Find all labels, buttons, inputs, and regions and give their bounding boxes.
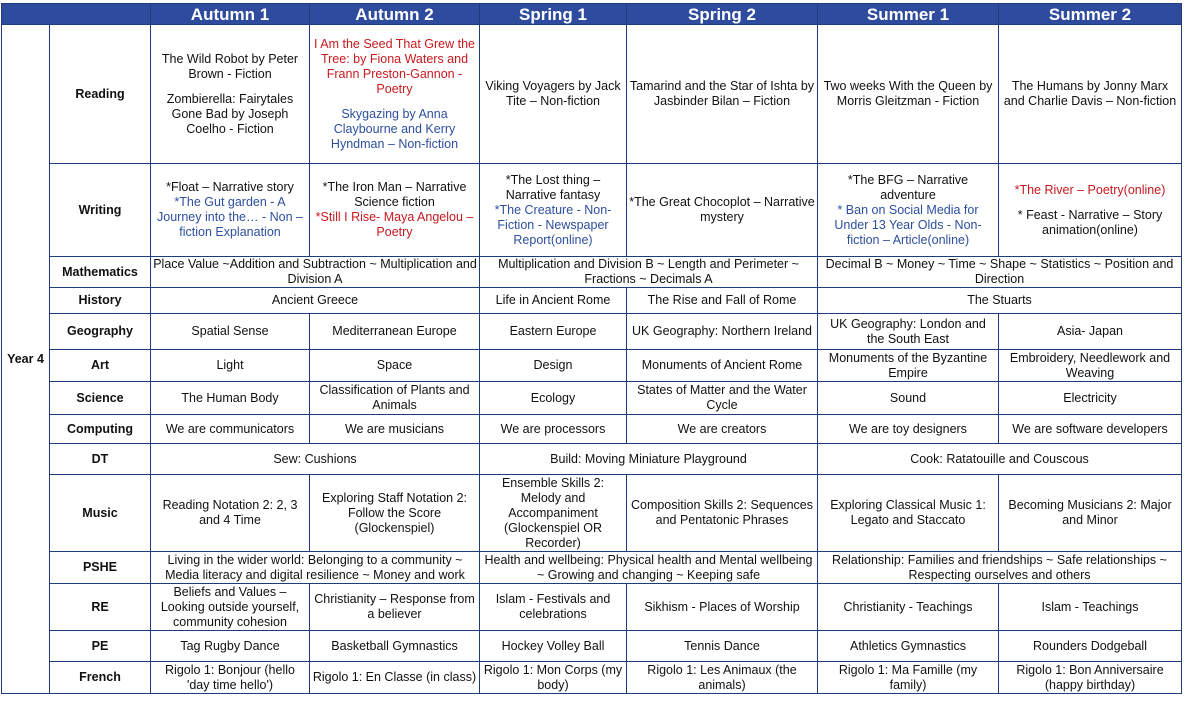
dt-summer: Cook: Ratatouille and Couscous: [818, 444, 1182, 475]
subject-geography: Geography: [50, 314, 151, 350]
geography-spring-2: UK Geography: Northern Ireland: [627, 314, 818, 350]
music-summer-2: Becoming Musicians 2: Major and Minor: [999, 475, 1182, 552]
row-history: [2, 288, 1182, 314]
reading-a2-book-2: Skygazing by Anna Claybourne and Kerry Hyndman – Non-fiction: [330, 106, 459, 151]
reading-summer-1: Two weeks With the Queen by Morris Gleitzman - Fiction: [818, 25, 999, 164]
computing-summer-2: We are software developers: [999, 415, 1182, 444]
science-spring-2: States of Matter and the Water Cycle: [627, 382, 818, 415]
science-summer-1: Sound: [818, 382, 999, 415]
french-summer-2: Rigolo 1: Bon Anniversaire (happy birthday): [999, 662, 1182, 694]
header-summer-1: Summer 1: [818, 4, 999, 25]
re-summer-2: Islam - Teachings: [999, 584, 1182, 631]
geography-summer-1: UK Geography: London and the South East: [818, 314, 999, 350]
re-spring-2: Sikhism - Places of Worship: [627, 584, 818, 631]
re-autumn-2: Christianity – Response from a believer: [310, 584, 480, 631]
geography-summer-2: Asia- Japan: [999, 314, 1182, 350]
header-blank: [2, 4, 151, 25]
subject-computing: Computing: [50, 415, 151, 444]
subject-re: RE: [50, 584, 151, 631]
writing-a1-unit-2: *The Gut garden - A Journey into the… - Non – fiction Explanation: [157, 195, 303, 239]
row-writing: [2, 164, 1182, 257]
row-pe: [2, 631, 1182, 662]
writing-spring-1: [480, 164, 627, 257]
subject-french: French: [50, 662, 151, 694]
reading-autumn-2: [310, 25, 480, 164]
writing-su1-unit-2: * Ban on Social Media for Under 13 Year Olds - Non-fiction – Article(online): [834, 202, 982, 247]
french-autumn-1: Rigolo 1: Bonjour (hello 'day time hello'): [151, 662, 310, 694]
computing-summer-1: We are toy designers: [818, 415, 999, 444]
dt-spring: Build: Moving Miniature Playground: [480, 444, 818, 475]
french-summer-1: Rigolo 1: Ma Famille (my family): [818, 662, 999, 694]
art-spring-2: Monuments of Ancient Rome: [627, 350, 818, 382]
geography-spring-1: Eastern Europe: [480, 314, 627, 350]
pe-summer-2: Rounders Dodgeball: [999, 631, 1182, 662]
writing-autumn-2: [310, 164, 480, 257]
writing-a2-unit-2: *Still I Rise- Maya Angelou – Poetry: [315, 210, 474, 239]
computing-autumn-2: We are musicians: [310, 415, 480, 444]
subject-pe: PE: [50, 631, 151, 662]
mathematics-spring: Multiplication and Division B ~ Length and Perimeter ~ Fractions ~ Decimals A: [480, 257, 818, 288]
french-spring-2: Rigolo 1: Les Animaux (the animals): [627, 662, 818, 694]
pshe-spring: Health and wellbeing: Physical health and Mental wellbeing ~ Growing and changing ~ Keeping safe: [480, 552, 818, 584]
music-spring-2: Composition Skills 2: Sequences and Pentatonic Phrases: [627, 475, 818, 552]
row-mathematics: [2, 257, 1182, 288]
computing-spring-1: We are processors: [480, 415, 627, 444]
science-spring-1: Ecology: [480, 382, 627, 415]
writing-summer-2: [999, 164, 1182, 257]
art-summer-1: Monuments of the Byzantine Empire: [818, 350, 999, 382]
year-label: Year 4: [2, 25, 50, 694]
header-autumn-2: Autumn 2: [310, 4, 480, 25]
row-dt: [2, 444, 1182, 475]
geography-autumn-1: Spatial Sense: [151, 314, 310, 350]
art-autumn-1: Light: [151, 350, 310, 382]
art-summer-2: Embroidery, Needlework and Weaving: [999, 350, 1182, 382]
subject-dt: DT: [50, 444, 151, 475]
header-summer-2: Summer 2: [999, 4, 1182, 25]
reading-summer-2: The Humans by Jonny Marx and Charlie Davis – Non-fiction: [999, 25, 1182, 164]
writing-su2-unit-2: * Feast - Narrative – Story animation(online): [1017, 207, 1163, 237]
reading-spring-1: Viking Voyagers by Jack Tite – Non-fiction: [480, 25, 627, 164]
row-pshe: [2, 552, 1182, 584]
science-summer-2: Electricity: [999, 382, 1182, 415]
writing-a1-unit-1: *Float – Narrative story: [166, 180, 294, 194]
writing-s1-unit-2: *The Creature - Non-Fiction - Newspaper Report(online): [494, 202, 612, 247]
music-spring-1: Ensemble Skills 2: Melody and Accompaniment (Glockenspiel OR Recorder): [480, 475, 627, 552]
computing-autumn-1: We are communicators: [151, 415, 310, 444]
computing-spring-2: We are creators: [627, 415, 818, 444]
pe-spring-2: Tennis Dance: [627, 631, 818, 662]
art-autumn-2: Space: [310, 350, 480, 382]
writing-s1-unit-1: *The Lost thing – Narrative fantasy: [505, 172, 601, 202]
writing-su2-unit-1: *The River – Poetry(online): [1014, 182, 1166, 197]
subject-history: History: [50, 288, 151, 314]
header-autumn-1: Autumn 1: [151, 4, 310, 25]
history-summer: The Stuarts: [818, 288, 1182, 314]
header-spring-2: Spring 2: [627, 4, 818, 25]
pshe-autumn: Living in the wider world: Belonging to a community ~ Media literacy and digital resilience ~ Money and work: [151, 552, 480, 584]
row-music: [2, 475, 1182, 552]
history-autumn: Ancient Greece: [151, 288, 480, 314]
row-art: [2, 350, 1182, 382]
header-spring-1: Spring 1: [480, 4, 627, 25]
reading-autumn-1: [151, 25, 310, 164]
subject-reading: Reading: [50, 25, 151, 164]
subject-art: Art: [50, 350, 151, 382]
subject-science: Science: [50, 382, 151, 415]
music-autumn-2: Exploring Staff Notation 2: Follow the Score (Glockenspiel): [310, 475, 480, 552]
row-reading: [2, 25, 1182, 164]
curriculum-table: [1, 3, 1182, 694]
reading-a1-book-1: The Wild Robot by Peter Brown - Fiction: [161, 51, 299, 81]
french-autumn-2: Rigolo 1: En Classe (in class): [310, 662, 480, 694]
dt-autumn: Sew: Cushions: [151, 444, 480, 475]
re-spring-1: Islam - Festivals and celebrations: [480, 584, 627, 631]
row-science: [2, 382, 1182, 415]
row-re: [2, 584, 1182, 631]
history-spring-1: Life in Ancient Rome: [480, 288, 627, 314]
reading-a1-book-2: Zombierella: Fairytales Gone Bad by Joseph Coelho - Fiction: [166, 91, 294, 136]
mathematics-summer: Decimal B ~ Money ~ Time ~ Shape ~ Statistics ~ Position and Direction: [818, 257, 1182, 288]
writing-su1-unit-1: *The BFG – Narrative adventure: [847, 172, 969, 202]
science-autumn-1: The Human Body: [151, 382, 310, 415]
french-spring-1: Rigolo 1: Mon Corps (my body): [480, 662, 627, 694]
subject-music: Music: [50, 475, 151, 552]
geography-autumn-2: Mediterranean Europe: [310, 314, 480, 350]
pe-autumn-2: Basketball Gymnastics: [310, 631, 480, 662]
science-autumn-2: Classification of Plants and Animals: [310, 382, 480, 415]
subject-writing: Writing: [50, 164, 151, 257]
music-autumn-1: Reading Notation 2: 2, 3 and 4 Time: [151, 475, 310, 552]
pe-summer-1: Athletics Gymnastics: [818, 631, 999, 662]
subject-mathematics: Mathematics: [50, 257, 151, 288]
pe-spring-1: Hockey Volley Ball: [480, 631, 627, 662]
reading-spring-2: Tamarind and the Star of Ishta by Jasbinder Bilan – Fiction: [627, 25, 818, 164]
row-geography: [2, 314, 1182, 350]
subject-pshe: PSHE: [50, 552, 151, 584]
re-summer-1: Christianity - Teachings: [818, 584, 999, 631]
pe-autumn-1: Tag Rugby Dance: [151, 631, 310, 662]
header-row: [2, 4, 1182, 25]
re-autumn-1: Beliefs and Values – Looking outside yourself, community cohesion: [151, 584, 310, 631]
row-french: [2, 662, 1182, 694]
row-computing: [2, 415, 1182, 444]
music-summer-1: Exploring Classical Music 1: Legato and Staccato: [818, 475, 999, 552]
pshe-summer: Relationship: Families and friendships ~ Safe relationships ~ Respecting ourselves and others: [818, 552, 1182, 584]
mathematics-autumn: Place Value ~Addition and Subtraction ~ Multiplication and Division A: [151, 257, 480, 288]
writing-a2-unit-1: *The Iron Man – Narrative Science fiction: [322, 180, 467, 209]
writing-spring-2: *The Great Chocoplot – Narrative mystery: [627, 164, 818, 257]
history-spring-2: The Rise and Fall of Rome: [627, 288, 818, 314]
art-spring-1: Design: [480, 350, 627, 382]
writing-summer-1: [818, 164, 999, 257]
writing-autumn-1: [151, 164, 310, 257]
reading-a2-book-1: I Am the Seed That Grew the Tree: by Fiona Waters and Frann Preston-Gannon - Poetry: [314, 36, 475, 96]
